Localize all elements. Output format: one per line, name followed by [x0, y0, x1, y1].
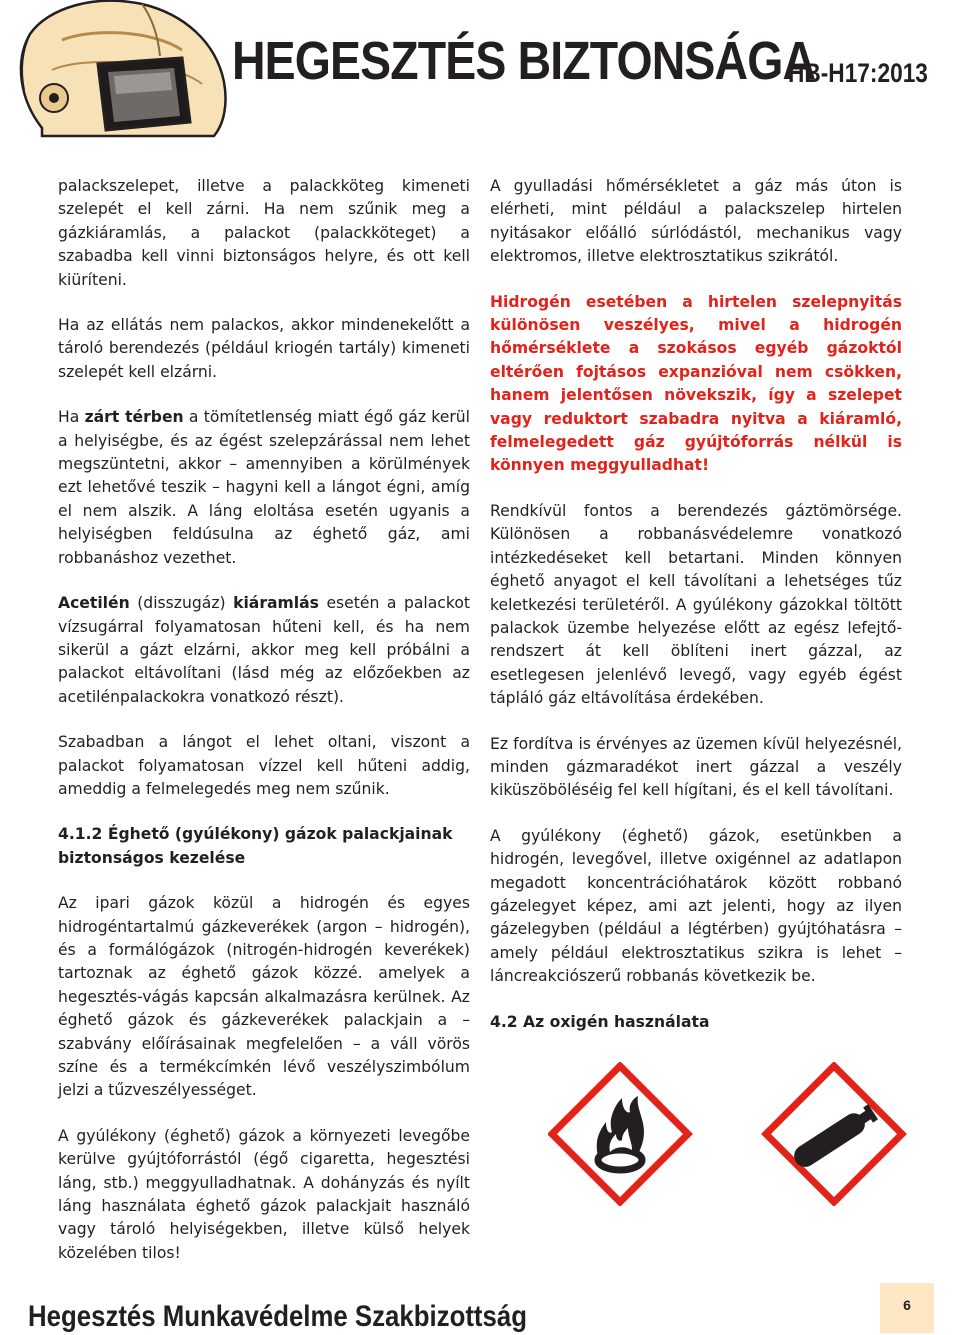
paragraph: Szabadban a lángot el lehet oltani, viszont a palackot folyamatosan vízzel kell hűteni addig, ameddig a felmelegedés meg nem szűnik. — [58, 733, 470, 798]
emphasis: kiáramlás — [233, 594, 319, 613]
paragraph: Rendkívül fontos a berendezés gáztömörsége. Különösen a robbanásvédelemre vonatkozó intézkedéseket kell betartani. Minden könnyen éghető anyagot el kell távolítani a lehetséges tűz keletkezési területéről. A gyúlékony gázokkal töltött palackok üzembe helyezése előtt az egész lefejtő-rendszert át kell öblíteni inert gázzal, az esetlegesen jelenlévő levegő, vagy egyéb égést tápláló gáz eltávolítása érdekében. — [490, 501, 902, 708]
footer-organization: Hegesztés Munkavédelme Szakbizottság — [28, 1300, 527, 1333]
paragraph: Ha az ellátás nem palackos, akkor mindenekelőtt a tároló berendezés (például kriogén tartály) kimeneti szelepét kell elzárni. — [58, 316, 470, 381]
paragraph: Az ipari gázok közül a hidrogén és egyes hidrogéntartalmú gázkeverékek (argon – hidrogén), és a formálógázok (nitrogén-hidrogén keverékek) tartoznak az éghető gázok közzé. amelyek a hegesztés-vágás kapcsán alkalmazásra kerülnek. Az éghető gázok és gázkeverékek palackjain a – szabvány előírásainak megfelelően – a váll vörös színe és a termékcímkén lévő veszélyszimbólum jelzi a tűzveszélyességet. — [58, 894, 470, 1100]
left-column — [58, 175, 470, 1287]
page-number-box — [880, 1283, 934, 1333]
oxidizing-flame-over-circle-icon — [552, 1066, 688, 1202]
paragraph: A gyúlékony (éghető) gázok a környezeti levegőbe kerülve gyújtóforrástól (égő cigaretta, hegesztési láng, stb.) meggyulladhatnak. A dohányzás és nyílt láng használata éghető gázok palackjait használó vagy tároló helyiségekben, illetve külső helyek közelében tilos! — [58, 1126, 470, 1262]
paragraph: A gyulladási hőmérsékletet a gáz más úton is elérheti, mint például a palackszelep hirtelen nyitásakor előálló súrlódástól, mechanikus vagy elektromos, illetve elektrosztatikus szikrától. — [490, 177, 902, 266]
right-column — [490, 175, 902, 1056]
paragraph: palackszelepet, illetve a palackköteg kimeneti szelepét el kell zárni. Ha nem szűnik meg a gázkiáramlás, a palackot (palackköteget) a szabadba kell vinni biztonságos helyre, és ott kell kiüríteni. — [58, 177, 470, 289]
gas-cylinder-icon — [766, 1066, 902, 1202]
paragraph: A gyúlékony (éghető) gázok, esetünkben a hidrogén, levegővel, illetve oxigénnel az adatlapon megadott koncentrációhatárok között robbanó gázelegyet képez, ami azt jelenti, hogy az ilyen gázelegyben (például a légtérben) gyújtóhatásra – amely például elektrosztatikus szikra is lehet – láncreakciószerű robbanás következik be. — [490, 826, 902, 986]
warning-paragraph: Hidrogén esetében a hirtelen szelepnyitás különösen veszélyes, mivel a hidrogén hőmérséklete a szokásos egyéb gázoktól eltérően fojtásos expanzióval nem csökken, hanem jelentősen növekszik, így a szelepet vagy reduktort szabadra nyitva a kiáramló, felmelegedett gáz gyújtóforrás nélkül is könnyen meggyulladhat! — [490, 292, 902, 475]
welding-helmet-icon — [2, 0, 227, 140]
section-heading: 4.1.2 Éghető (gyúlékony) gázok palackjainak biztonságos kezelése — [58, 825, 453, 867]
paragraph: Acetilén (disszugáz) kiáramlás esetén a palackot vízsugárral folyamatosan hűteni kell, és ha nem sikerül a gázt elzárni, akkor meg kell próbálni a palackot eltávolítani (lásd még az előzőekben az acetilénpalackokra vonatkozó részt). — [58, 594, 470, 706]
emphasis: zárt térben — [84, 408, 184, 427]
paragraph: Ez fordítva is érvényes az üzemen kívül helyezésnél, minden gázmaradékot inert gázzal a veszély kiküszöböléséig fel kell hígítani, és el kell távolítani. — [490, 734, 902, 800]
emphasis: Acetilén — [58, 594, 130, 613]
section-heading: 4.2 Az oxigén használata — [490, 1012, 710, 1031]
page-title: HEGESZTÉS BIZTONSÁGA — [232, 31, 816, 91]
paragraph: Ha zárt térben a tömítetlenség miatt égő gáz kerül a helyiségbe, és az égést szelepzárással nem lehet megszüntetni, akkor – amennyiben a körülmények ezt lehetővé teszik – hagyni kell a lángot égni, amíg el nem alszik. A láng eloltása esetén ugyanis a helyiségben feldúsulna az éghető gáz, ami robbanáshoz vezethet. — [58, 408, 470, 567]
document-code: HB-H17:2013 — [788, 58, 928, 88]
page-number: 6 — [903, 1297, 911, 1313]
hazard-pictograms — [548, 1062, 918, 1206]
